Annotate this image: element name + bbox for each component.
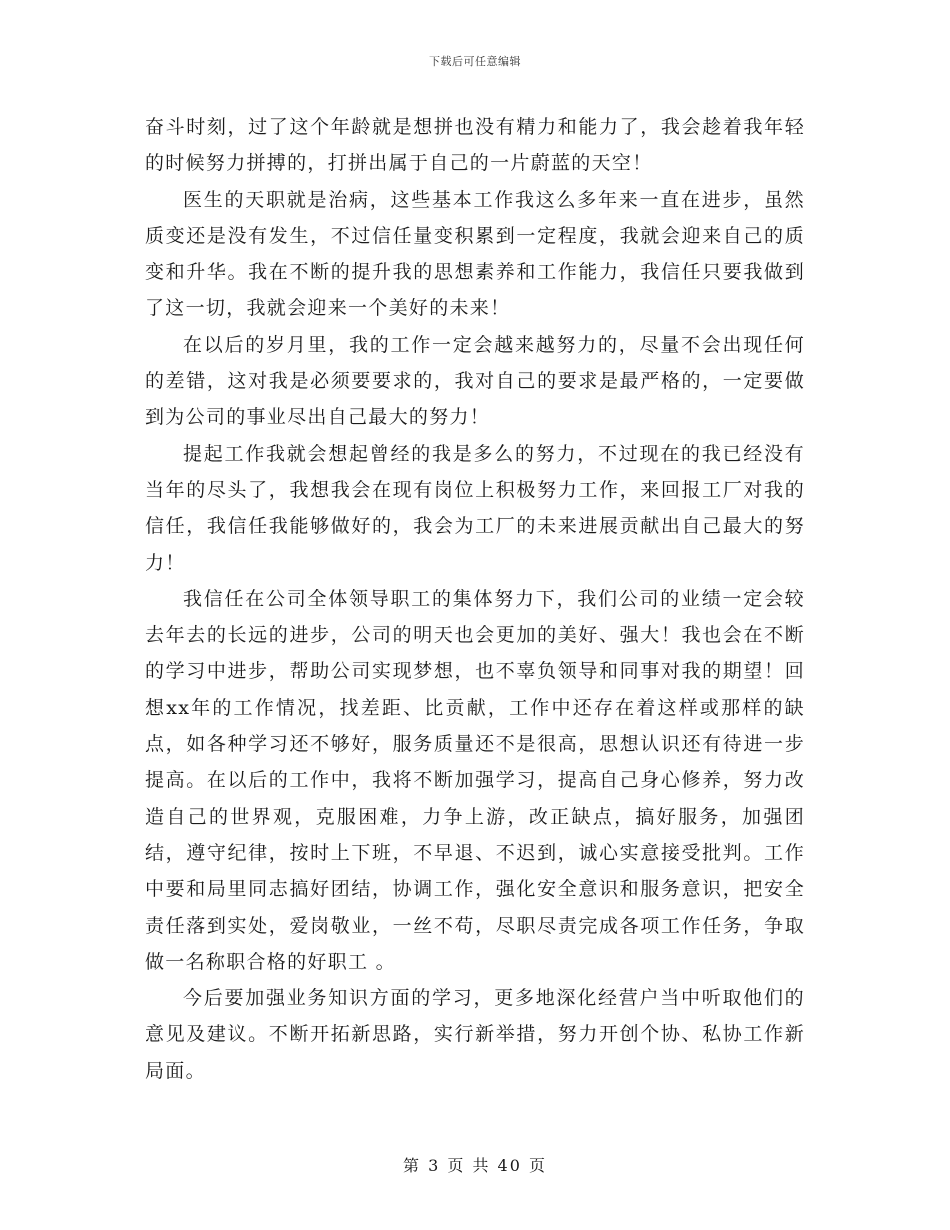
document-body [145,109,805,1089]
paragraph: 今后要加强业务知识方面的学习，更多地深化经营户当中听取他们的意见及建议。不断开拓新思路，实行新举措，努力开创个协、私协工作新局面。 [145,987,805,1082]
paragraph: 我信任在公司全体领导职工的集体努力下，我们公司的业绩一定会较去年去的长远的进步，公司的明天也会更加的美好、强大！我也会在不断的学习中进步，帮助公司实现梦想，也不辜负领导和同事对我的期望！回想xx年的工作情况，找差距、比贡献，工作中还存在着这样或那样的缺点，如各种学习还不够好，服务质量还不是很高，思想认识还有待进一步提高。在以后的工作中，我将不断加强学习，提高自己身心修养，努力改造自己的世界观，克服困难，力争上游，改正缺点，搞好服务，加强团结，遵守纪律，按时上下班，不早退、不迟到，诚心实意接受批判。工作中要和局里同志搞好团结，协调工作，强化安全意识和服务意识，把安全责任落到实处，爱岗敬业，一丝不苟，尽职尽责完成各项工作任务，争取做一名称职合格的好职工 。 [145,587,805,973]
header-note: 下载后可任意编辑 [429,55,521,68]
paragraph: 在以后的岁月里，我的工作一定会越来越努力的，尽量不会出现任何的差错，这对我是必须要要求的，我对自己的要求是最严格的，一定要做到为公司的事业尽出自己最大的努力！ [145,333,805,429]
paragraph: 医生的天职就是治病，这些基本工作我这么多年来一直在进步，虽然质变还是没有发生，不过信任量变积累到一定程度，我就会迎来自己的质变和升华。我在不断的提升我的思想素养和工作能力，我信任只要我做到了这一切，我就会迎来一个美好的未来！ [145,188,805,320]
paragraph: 提起工作我就会想起曾经的我是多么的努力，不过现在的我已经没有当年的尽头了，我想我会在现有岗位上积极努力工作，来回报工厂对我的信任，我信任我能够做好的，我会为工厂的未来进展贡献出自己最大的努力！ [145,442,805,574]
paragraph-continuation: 奋斗时刻，过了这个年龄就是想拼也没有精力和能力了，我会趁着我年轻的时候努力拼搏的，打拼出属于自己的一片蔚蓝的天空！ [145,116,805,175]
page-number: 第 3 页 共 40 页 [403,1156,547,1175]
